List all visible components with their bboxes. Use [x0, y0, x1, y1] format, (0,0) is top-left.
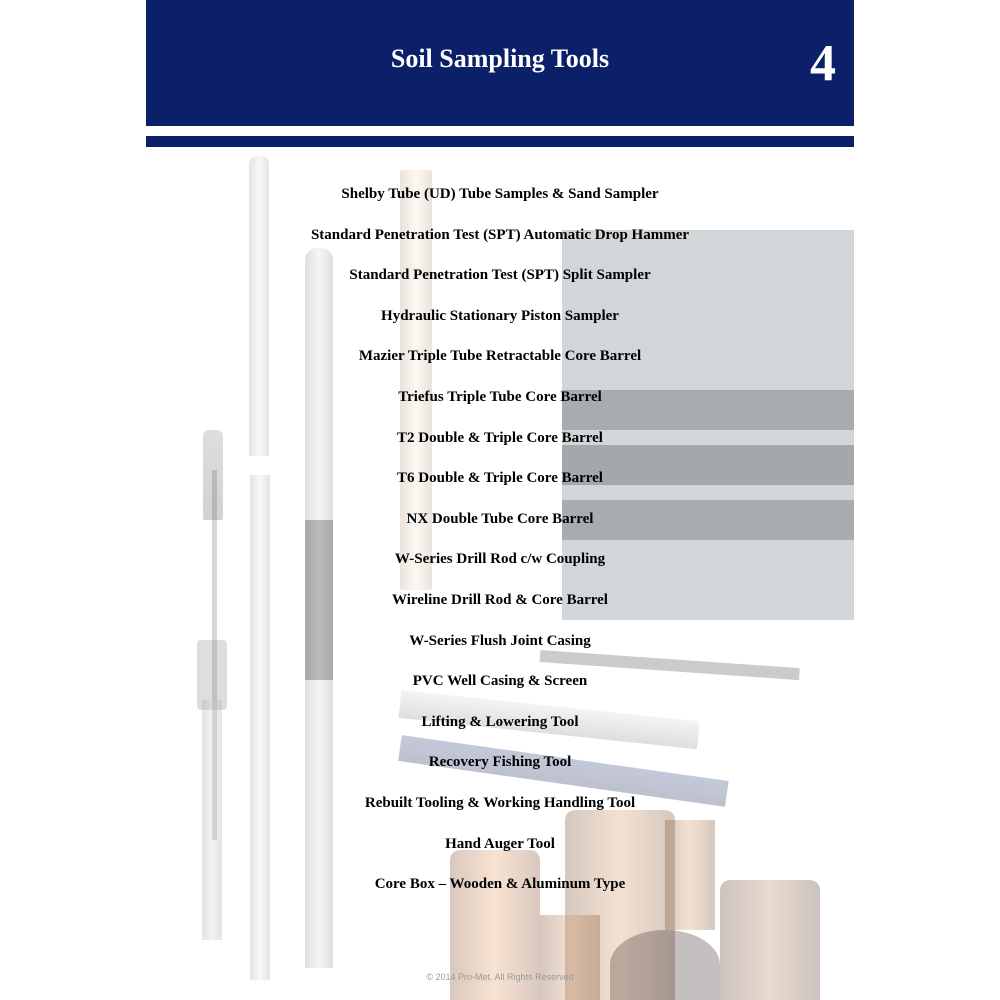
- list-item: Mazier Triple Tube Retractable Core Barrel: [358, 348, 642, 365]
- list-item: Core Box – Wooden & Aluminum Type: [374, 876, 626, 893]
- list-item: T6 Double & Triple Core Barrel: [397, 470, 603, 487]
- list-item: Standard Penetration Test (SPT) Automatic Drop Hammer: [310, 226, 690, 243]
- page-title: Soil Sampling Tools: [390, 44, 610, 73]
- list-item: Recovery Fishing Tool: [428, 754, 572, 771]
- list-item: W-Series Flush Joint Casing: [409, 632, 591, 649]
- list-item: PVC Well Casing & Screen: [412, 673, 588, 690]
- list-item: W-Series Drill Rod c/w Coupling: [394, 551, 606, 568]
- background-threaded-pipe-image: [540, 915, 600, 1000]
- list-item: NX Double Tube Core Barrel: [406, 510, 594, 527]
- list-item: Hand Auger Tool: [445, 835, 555, 852]
- header-divider: [146, 136, 854, 147]
- list-item: Shelby Tube (UD) Tube Samples & Sand Sampler: [341, 186, 659, 202]
- list-item: Rebuilt Tooling & Working Handling Tool: [364, 794, 636, 811]
- background-threaded-pipe-image: [610, 930, 720, 1000]
- list-item: Lifting & Lowering Tool: [421, 713, 579, 730]
- list-item: Standard Penetration Test (SPT) Split Sampler: [349, 267, 651, 284]
- tool-list: [146, 181, 854, 912]
- list-item: Wireline Drill Rod & Core Barrel: [392, 591, 608, 608]
- list-item: T2 Double & Triple Core Barrel: [397, 429, 603, 446]
- list-item: Hydraulic Stationary Piston Sampler: [381, 307, 619, 324]
- header-band: [146, 0, 854, 126]
- section-number: 4: [810, 35, 836, 92]
- list-item: Triefus Triple Tube Core Barrel: [398, 388, 602, 405]
- copyright-notice: © 2014 Pro-Met. All Rights Reserved: [426, 972, 574, 982]
